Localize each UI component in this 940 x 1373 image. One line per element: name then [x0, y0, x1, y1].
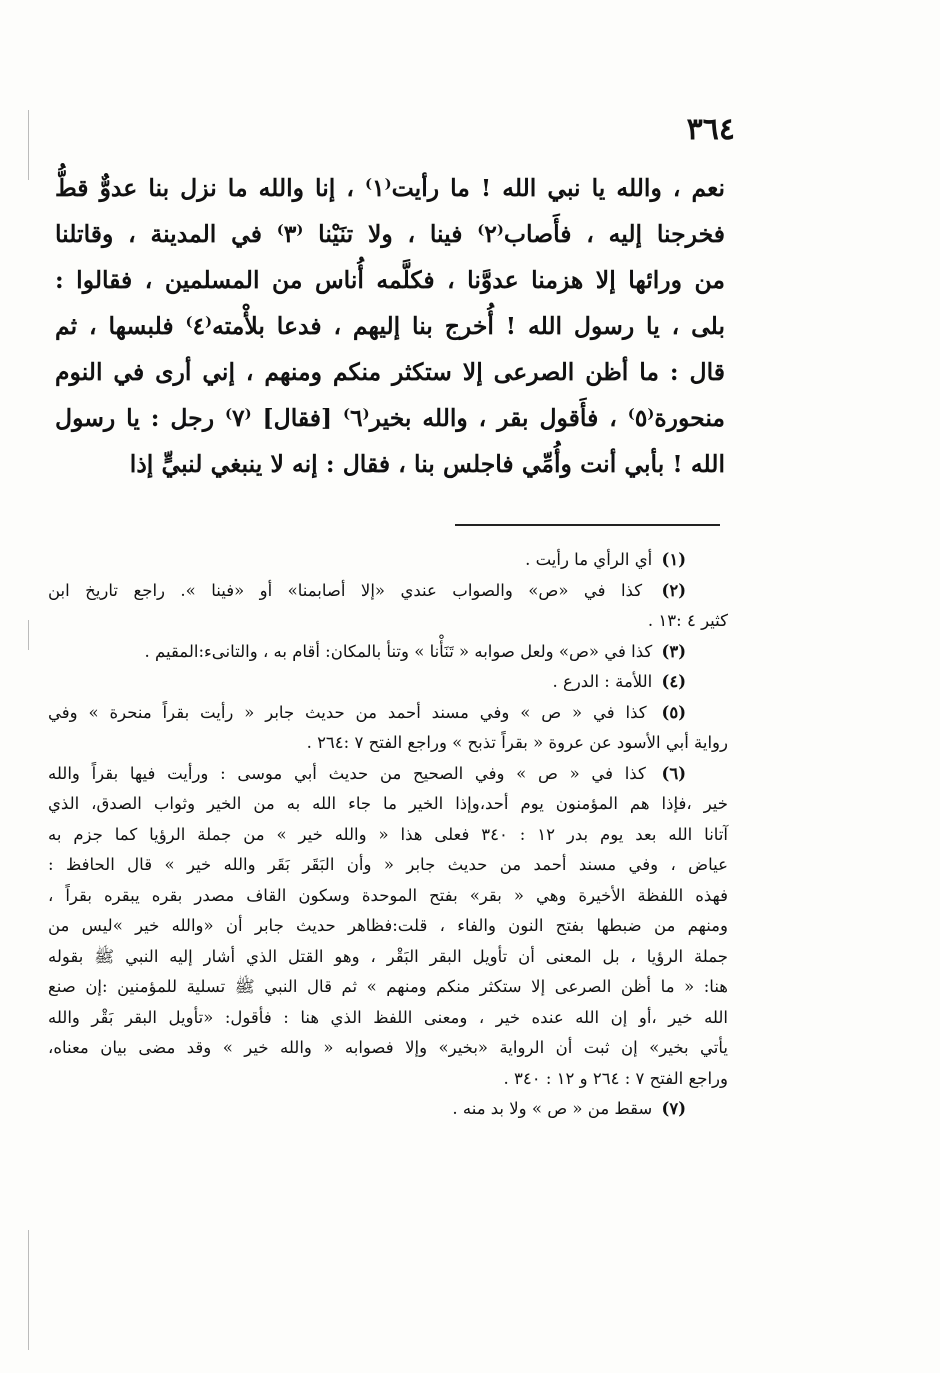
body-line: الله ! بأبي أنت وأُمِّي فاجلس بنا ، فقال : إنه لا ينبغي لنبيٍّ إذا [129, 450, 725, 478]
body-line: فخرجنا إليه ، فأَصاب⁽٢⁾ فينا ، ولا تنَيْنا ⁽٣⁾ في المدينة ، وقاتلنا [55, 220, 725, 248]
body-line: قال : ما أظن الصرعى إلا ستكثر منكم ومنهم ، إني أرى في النوم [55, 358, 725, 386]
binding-edge-mark [28, 620, 29, 650]
footnote-4 [48, 667, 728, 698]
binding-edge-mark [28, 1230, 29, 1350]
footnote-line [48, 576, 728, 607]
body-line: منحورة⁽٥⁾ ، فأَقول بقر ، والله بخير⁽٦⁾ [فقال] ⁽٧⁾ رجل : يا رسول [55, 404, 725, 432]
footnote-line [48, 1094, 686, 1125]
footnote-2 [48, 576, 728, 637]
footnote-number: (١) [661, 550, 686, 569]
footnote-3 [48, 637, 728, 668]
footnote-line [48, 698, 728, 729]
footnote-line: الله خير ،أو إن الله عنده خير ، ومعنى اللفظ الذي هنا : فأقول: «تأويل البقر بَقْر والله [48, 1007, 728, 1027]
footnote-line [48, 637, 686, 668]
footnote-line: يأتي بخير» إن ثبت أن الرواية «بخير» وإلا فصوابه « والله خير » وقد مضى بيان معناه، [48, 1038, 728, 1057]
binding-edge-mark [28, 110, 29, 180]
footnote-line: جملة الرؤيا ، بل المعنى أن تأويل البقر البَقْر ، وهو القتل الذي أشار إليه النبي ﷺ بقوله [48, 946, 728, 966]
main-body-text [55, 165, 725, 487]
footnote-number: (٣) [661, 641, 686, 661]
footnote-1 [48, 545, 728, 576]
footnote-line: خير ،فإذا هم المؤمنون يوم أحد،وإذا الخير ما جاء الله به من الخير وثواب الصدق، الذي [48, 794, 728, 813]
footnote-number: (٦) [661, 763, 686, 783]
footnote-line: كثير ٤ :١٣ . [647, 611, 728, 630]
footnote-number: (٢) [661, 580, 686, 600]
body-line: من ورائها إلا هزمنا عدوَّنا ، فكلَّمه أُناس من المسلمين ، فقالوا : [55, 266, 725, 294]
footnote-number: (٧) [661, 1099, 686, 1118]
footnote-line: وراجع الفتح ٧ : ٢٦٤ و ١٢ : ٣٤٠ . [503, 1068, 728, 1088]
footnote-text: اللأمة : الدرع . [552, 672, 653, 691]
footnote-separator [455, 524, 720, 526]
footnote-line [48, 667, 686, 698]
footnote-text: كذا في «ص» والصواب عندي «إلا أصابمنا» أو «فينا ». راجع تاريخ ابن [48, 580, 643, 600]
footnote-text: كذا في « ص » وفي الصحيح من حديث أبي موسى : ورأيت فيها بقراً والله [48, 763, 646, 783]
footnote-line: هنا: « ما أظن الصرعى إلا ستكثر منكم ومنهم » ثم قال النبي ﷺ تسلية للمؤمنين :إن صنع [48, 977, 728, 996]
footnote-text: سقط من « ص » ولا بد منه . [452, 1099, 653, 1118]
footnote-text: كذا في «ص» ولعل صوابه « تَنَأْنا » وتنأ بالمكان: أقام به ، والتانىء:المقيم . [144, 641, 653, 661]
footnote-text: أي الرأي ما رأيت . [525, 550, 653, 569]
page-number: ٣٦٤ [686, 112, 735, 147]
footnote-number: (٥) [661, 702, 686, 722]
body-line: نعم ، والله يا نبي الله ! ما رأيت⁽١⁾ ، إنا والله ما نزل بنا عدوٌّ قطُّ [55, 174, 725, 202]
footnote-number: (٤) [661, 672, 686, 691]
footnote-line: فهذه اللفظة الأخيرة وهي « بقر» بفتح الموحدة وسكون القاف مصدر بقره يبقره بقراً ، [48, 885, 728, 905]
footnote-6 [48, 759, 728, 1095]
footnote-text: كذا في « ص » وفي مسند أحمد من حديث جابر « رأيت بقراً منحرة » وفي [48, 702, 647, 722]
body-line: بلى ، يا رسول الله ! أُخرج بنا إليهم ، فدعا بلأْمته⁽٤⁾ فلبسها ، ثم [55, 312, 725, 340]
footnote-line [48, 759, 728, 790]
footnote-7 [48, 1094, 728, 1125]
footnotes-section [48, 545, 728, 1125]
footnote-line: عياض ، وفي مسند أحمد من حديث جابر « وأن البَقَر بَقَر والله خير » قال الحافظ : [48, 855, 728, 874]
footnote-5 [48, 698, 728, 759]
footnote-line: آتانا الله بعد يوم بدر ١٢ : ٣٤٠ فعلى هذا « والله خير » من جملة الرؤيا كما جزم به [48, 824, 728, 844]
footnote-line: رواية أبي الأسود عن عروة « بقراً تذبح » وراجع الفتح ٧ :٢٦٤ . [306, 733, 728, 752]
footnote-line [48, 545, 686, 576]
footnote-line: ومنهم من ضبطها بفتح النون والفاء ، قلت:فظاهر حديث جابر أن «والله خير »ليس من [48, 916, 728, 935]
